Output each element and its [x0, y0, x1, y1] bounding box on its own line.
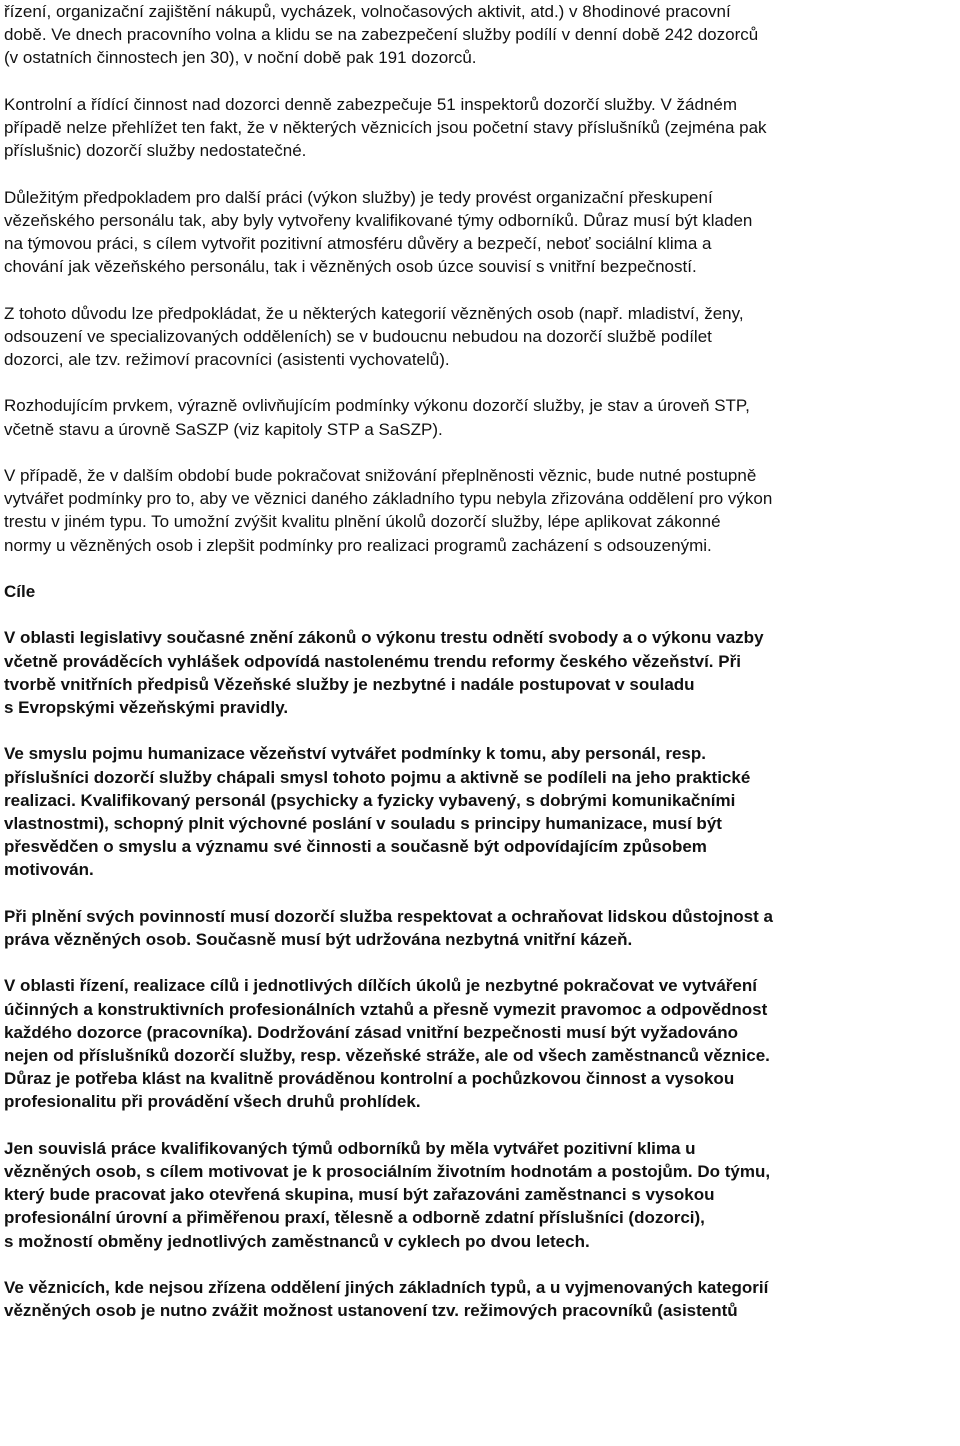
- paragraph-gap: [4, 557, 958, 580]
- paragraph-gap: [4, 162, 958, 185]
- paragraph-human-dignity: [4, 905, 958, 951]
- paragraph-management: [4, 974, 958, 1113]
- text-line: chování jak vězeňského personálu, tak i vězněných osob úzce souvisí s vnitřní bezpečností.: [4, 257, 697, 277]
- text-line: s možností obměny jednotlivých zaměstnanců v cyklech po dvou letech.: [4, 1231, 590, 1251]
- text-line: dozorci, ale tzv. režimoví pracovníci (asistenti vychovatelů).: [4, 350, 450, 369]
- text-line: účinných a konstruktivních profesionálních vztahů a přesně vymezit pravomoc a odpovědnost: [4, 999, 768, 1019]
- text-line: profesionalitu při provádění všech druhů prohlídek.: [4, 1092, 421, 1112]
- text-line: řízení, organizační zajištění nákupů, vycházek, volnočasových aktivit, atd.) v 8hodinové pracovní: [4, 2, 731, 21]
- text-line: příslušnic) dozorčí služby nedostatečné.: [4, 141, 307, 161]
- text-line: příslušníci dozorčí služby chápali smysl tohoto pojmu a aktivně se podíleli na jeho praktické: [4, 767, 751, 787]
- text-line: (v ostatních činnostech jen 30), v noční době pak 191 dozorců.: [4, 48, 477, 68]
- text-line: vytvářet podmínky pro to, aby ve věznici daného základního typu nebyla zřizována oddělení pro výkon: [4, 489, 773, 509]
- paragraph-gap: [4, 441, 958, 464]
- text-line: s Evropskými vězeňskými pravidly.: [4, 697, 289, 717]
- text-line: Důležitým předpokladem pro další práci (výkon služby) je tedy provést organizační přeskupení: [4, 187, 713, 207]
- paragraph-gap: [4, 70, 958, 93]
- paragraph-reorganization: [4, 186, 958, 279]
- text-line: odsouzení ve specializovaných odděleních) se v budoucnu nebudou na dozorčí službě podílet: [4, 326, 712, 346]
- text-line: normy u vězněných osob i zlepšit podmínky pro realizaci programů zacházení s odsouzenými.: [4, 535, 712, 555]
- text-line: trestu v jiném typu. To umožní zvýšit kvalitu plnění úkolů dozorčí služby, lépe aplikovat zákonné: [4, 512, 721, 532]
- paragraph-regime-workers: [4, 302, 958, 372]
- document-page: [4, 0, 958, 1322]
- text-line: Ve smyslu pojmu humanizace vězeňství vytvářet podmínky k tomu, aby personál, resp.: [4, 744, 706, 764]
- text-line: Důraz je potřeba klást na kvalitně prováděnou kontrolní a pochůzkovou činnost a vysokou: [4, 1069, 735, 1089]
- text-line: době. Ve dnech pracovního volna a klidu se na zabezpečení služby podílí v denní době 242 dozorců: [4, 25, 759, 45]
- paragraph-gap: [4, 603, 958, 626]
- paragraph-gap: [4, 882, 958, 905]
- paragraph-gap: [4, 278, 958, 301]
- paragraph-staffing-shifts: [4, 0, 958, 70]
- paragraph-other-prison-types: [4, 1276, 958, 1322]
- text-line: každého dozorce (pracovníka). Dodržování zásad vnitřní bezpečnosti musí být vyžadováno: [4, 1022, 738, 1042]
- text-line: včetně prováděcích vyhlášek odpovídá nastolenému trendu reformy českého vězeňství. Při: [4, 651, 741, 671]
- text-line: motivován.: [4, 860, 94, 880]
- text-line: V oblasti řízení, realizace cílů i jednotlivých dílčích úkolů je nezbytné pokračovat ve vytváření: [4, 976, 757, 996]
- text-line: profesionální úrovní a přiměřenou praxí, tělesně a odborně zdatní příslušníci (dozorci),: [4, 1208, 705, 1228]
- text-line: realizaci. Kvalifikovaný personál (psychicky a fyzicky vybavený, s dobrými komunikačními: [4, 790, 736, 810]
- text-line: tvorbě vnitřních předpisů Vězeňské služby je nezbytné i nadále postupovat v souladu: [4, 674, 695, 694]
- text-line: vlastnostmi), schopný plnit výchovné poslání v souladu s principy humanizace, musí být: [4, 813, 722, 833]
- text-line: Kontrolní a řídící činnost nad dozorci denně zabezpečuje 51 inspektorů dozorčí služby. V žádném: [4, 94, 738, 114]
- text-line: Ve věznicích, kde nejsou zřízena oddělení jiných základních typů, a u vyjmenovaných kategorií: [4, 1277, 769, 1297]
- text-line: nejen od příslušníků dozorčí služby, resp. vězeňské stráže, ale od všech zaměstnanců věznice.: [4, 1045, 770, 1065]
- text-line: Z tohoto důvodu lze předpokládat, že u některých kategorií vězněných osob (např. mladiství, ženy,: [4, 303, 744, 323]
- paragraph-expert-teams: [4, 1137, 958, 1253]
- paragraph-stp-saszp: [4, 394, 958, 440]
- paragraph-overcrowding: [4, 464, 958, 557]
- text-line: včetně stavu a úrovně SaSZP (viz kapitoly STP a SaSZP).: [4, 419, 443, 439]
- section-heading-goals: [4, 580, 958, 603]
- text-line: Při plnění svých povinností musí dozorčí služba respektovat a ochraňovat lidskou důstojnost a: [4, 906, 773, 926]
- paragraph-legislation: [4, 626, 958, 719]
- paragraph-gap: [4, 371, 958, 394]
- text-line: vězněných osob je nutno zvážit možnost ustanovení tzv. režimových pracovníků (asistentů: [4, 1301, 738, 1321]
- paragraph-gap: [4, 1114, 958, 1137]
- text-line: Jen souvislá práce kvalifikovaných týmů odborníků by měla vytvářet pozitivní klima u: [4, 1138, 696, 1158]
- text-line: který bude pracovat jako otevřená skupina, musí být zařazováni zaměstnanci s vysokou: [4, 1185, 715, 1205]
- text-line: přesvědčen o smyslu a významu své činnosti a současně být odpovídajícím způsobem: [4, 837, 707, 857]
- text-line: na týmovou práci, s cílem vytvořit pozitivní atmosféru důvěry a bezpečí, neboť sociální klima a: [4, 234, 712, 253]
- text-line: V případě, že v dalším období bude pokračovat snižování přeplněnosti věznic, bude nutné postupně: [4, 465, 757, 485]
- paragraph-gap: [4, 1253, 958, 1276]
- heading-text: Cíle: [4, 581, 36, 601]
- text-line: vězeňského personálu tak, aby byly vytvořeny kvalifikované týmy odborníků. Důraz musí být kladen: [4, 210, 753, 230]
- text-line: případě nelze přehlížet ten fakt, že v některých věznicích jsou početní stavy příslušníků (zejména pak: [4, 118, 767, 137]
- paragraph-inspectors: [4, 93, 958, 163]
- paragraph-gap: [4, 951, 958, 974]
- text-line: V oblasti legislativy současné znění zákonů o výkonu trestu odnětí svobody a o výkonu vazby: [4, 628, 764, 648]
- paragraph-humanization: [4, 742, 958, 881]
- text-line: Rozhodujícím prvkem, výrazně ovlivňujícím podmínky výkonu dozorčí služby, je stav a úroveň STP,: [4, 396, 750, 416]
- text-line: práva vězněných osob. Současně musí být udržována nezbytná vnitřní kázeň.: [4, 929, 633, 949]
- paragraph-gap: [4, 719, 958, 742]
- text-line: vězněných osob, s cílem motivovat je k prosociálním životním hodnotám a postojům. Do týmu,: [4, 1161, 771, 1181]
